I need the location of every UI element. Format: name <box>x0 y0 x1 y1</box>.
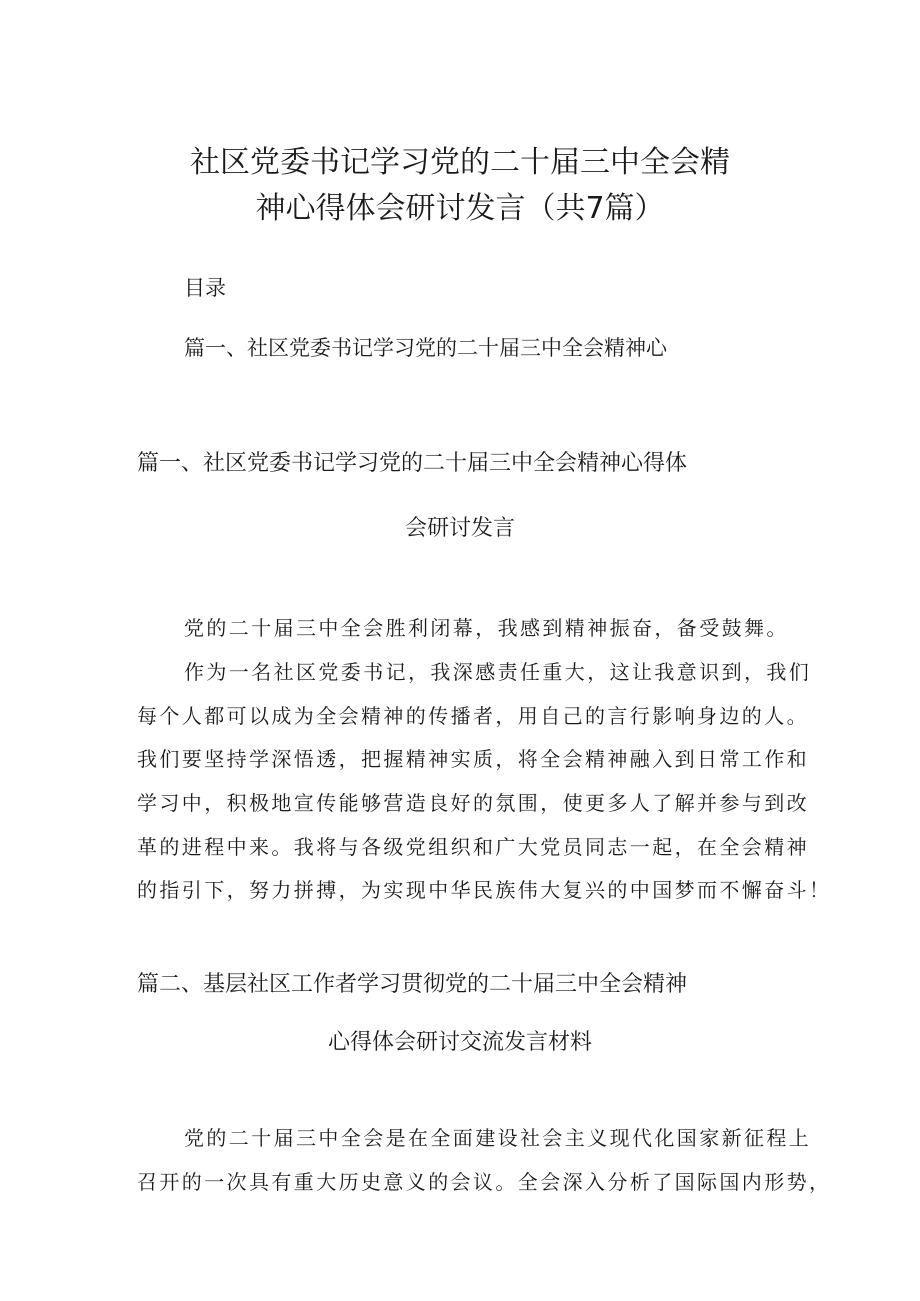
document-title-line-2: 神心得体会研讨发言（共7篇） <box>255 191 665 226</box>
section-1-paragraph-line: 作为一名社区党委书记，我深感责任重大，这让我意识到，我们 <box>184 660 812 684</box>
section-2-paragraph-line: 党的二十届三中全会是在全面建设社会主义现代化国家新征程上 <box>184 1126 812 1150</box>
section-1-paragraph-line: 革的进程中来。我将与各级党组织和广大党员同志一起，在全会精神 <box>137 835 809 859</box>
section-2-title-line-2: 心得体会研讨交流发言材料 <box>327 1030 592 1055</box>
section-1-paragraph-line: 党的二十届三中全会胜利闭幕，我感到精神振奋，备受鼓舞。 <box>184 616 789 640</box>
section-1-paragraph-line: 学习中，积极地宣传能够营造良好的氛围，使更多人了解并参与到改 <box>137 791 809 815</box>
section-1-paragraph-line: 每个人都可以成为全会精神的传播者，用自己的言行影响身边的人。 <box>137 704 809 728</box>
section-2-title-line-1: 篇二、基层社区工作者学习贯彻党的二十届三中全会精神 <box>137 972 688 997</box>
section-1-title-line-2: 会研讨发言 <box>404 516 515 541</box>
toc-item-1[interactable]: 篇一、社区党委书记学习党的二十届三中全会精神心 <box>184 336 667 360</box>
section-1-title-line-1: 篇一、社区党委书记学习党的二十届三中全会精神心得体 <box>137 451 688 476</box>
section-1-paragraph-line: 的指引下，努力拼搏，为实现中华民族伟大复兴的中国梦而不懈奋斗！ <box>137 878 832 902</box>
document-title-line-1: 社区党委书记学习党的二十届三中全会精 <box>190 145 730 180</box>
section-1-paragraph-line: 我们要坚持学深悟透，把握精神实质，将全会精神融入到日常工作和 <box>137 747 809 771</box>
section-2-paragraph-line: 召开的一次具有重大历史意义的会议。全会深入分析了国际国内形势， <box>137 1170 832 1194</box>
toc-heading: 目录 <box>184 276 226 300</box>
